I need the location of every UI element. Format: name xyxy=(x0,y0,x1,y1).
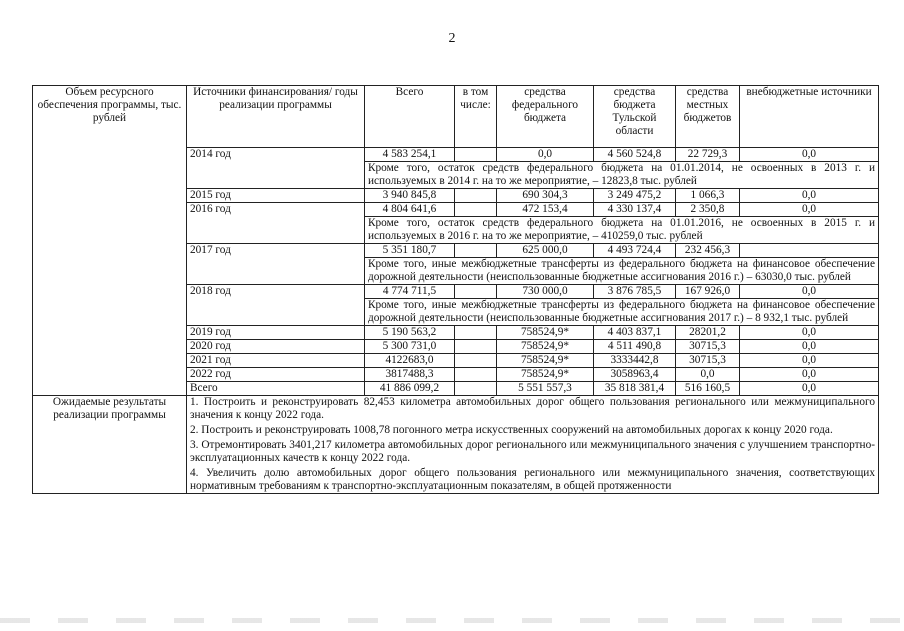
extra-value: 0,0 xyxy=(740,203,879,217)
incl-spacer xyxy=(455,189,497,203)
total-value: 41 886 099,2 xyxy=(365,382,455,396)
year-cell: 2014 год xyxy=(187,148,365,189)
federal-value: 758524,9* xyxy=(497,326,594,340)
local-value: 0,0 xyxy=(676,368,740,382)
regional-value: 4 511 490,8 xyxy=(594,340,676,354)
local-value: 30715,3 xyxy=(676,340,740,354)
federal-value: 690 304,3 xyxy=(497,189,594,203)
federal-value: 758524,9* xyxy=(497,354,594,368)
regional-value: 4 560 524,8 xyxy=(594,148,676,162)
extra-value: 0,0 xyxy=(740,285,879,299)
note-text: Кроме того, остаток средств федерального бюджета на 01.01.2016, не освоенных в 2015 г. и используемых в 2016 г. на то же мероприятие, – 410259,0 тыс. рублей xyxy=(365,217,879,244)
federal-value: 5 551 557,3 xyxy=(497,382,594,396)
incl-spacer xyxy=(455,148,497,162)
local-value: 2 350,8 xyxy=(676,203,740,217)
note-text: Кроме того, иные межбюджетные трансферты из федерального бюджета на финансовое обеспечение дорожной деятельности (неиспользованные бюджетные ассигнования 2016 г.) – 63030,0 тыс. рублей xyxy=(365,258,879,285)
regional-value: 35 818 381,4 xyxy=(594,382,676,396)
header-total: Всего xyxy=(365,86,455,148)
result-item: 3. Отремонтировать 3401,217 километра автомобильных дорог регионального или межмуниципального значения с улучшением транспортно-эксплуатационных качеств к концу 2022 года. xyxy=(190,439,875,464)
year-cell: 2021 год xyxy=(187,354,365,368)
extra-value: 0,0 xyxy=(740,189,879,203)
total-value: 4 774 711,5 xyxy=(365,285,455,299)
federal-value: 625 000,0 xyxy=(497,244,594,258)
total-value: 5 351 180,7 xyxy=(365,244,455,258)
local-value: 1 066,3 xyxy=(676,189,740,203)
total-value: 3 940 845,8 xyxy=(365,189,455,203)
year-cell: 2018 год xyxy=(187,285,365,326)
total-value: 5 190 563,2 xyxy=(365,326,455,340)
results-row xyxy=(33,396,879,494)
year-cell: 2016 год xyxy=(187,203,365,244)
result-item: 1. Построить и реконструировать 82,453 километра автомобильных дорог общего пользования регионального или межмуниципального значения к концу 2022 года. xyxy=(190,396,875,421)
year-cell: 2020 год xyxy=(187,340,365,354)
extra-value xyxy=(740,244,879,258)
incl-spacer xyxy=(455,203,497,217)
federal-value: 730 000,0 xyxy=(497,285,594,299)
local-value: 22 729,3 xyxy=(676,148,740,162)
extra-value: 0,0 xyxy=(740,368,879,382)
year-cell: 2017 год xyxy=(187,244,365,285)
regional-value: 4 403 837,1 xyxy=(594,326,676,340)
local-value: 28201,2 xyxy=(676,326,740,340)
total-value: 5 300 731,0 xyxy=(365,340,455,354)
header-incl: в том числе: xyxy=(455,86,497,148)
results-list xyxy=(187,396,879,494)
regional-value: 4 493 724,4 xyxy=(594,244,676,258)
scan-artifact xyxy=(0,618,904,623)
incl-spacer xyxy=(455,368,497,382)
total-value: 3817488,3 xyxy=(365,368,455,382)
header-source: Источники финансирования/ годы реализации программы xyxy=(187,86,365,148)
page-number: 2 xyxy=(448,31,456,46)
year-cell: 2019 год xyxy=(187,326,365,340)
year-cell: 2022 год xyxy=(187,368,365,382)
total-value: 4 583 254,1 xyxy=(365,148,455,162)
incl-spacer xyxy=(455,285,497,299)
federal-value: 0,0 xyxy=(497,148,594,162)
incl-spacer xyxy=(455,382,497,396)
total-value: 4 804 641,6 xyxy=(365,203,455,217)
local-value: 232 456,3 xyxy=(676,244,740,258)
extra-value: 0,0 xyxy=(740,326,879,340)
header-row xyxy=(33,86,879,148)
regional-value: 3 249 475,2 xyxy=(594,189,676,203)
header-regional: средства бюджета Тульской области xyxy=(594,86,676,148)
result-item: 4. Увеличить долю автомобильных дорог общего пользования регионального или межмуниципального значения, соответствующих нормативным требованиям к транспортно-эксплуатационным показателям, в общей протяженности xyxy=(190,467,875,492)
header-local: средства местных бюджетов xyxy=(676,86,740,148)
federal-value: 472 153,4 xyxy=(497,203,594,217)
regional-value: 3333442,8 xyxy=(594,354,676,368)
incl-spacer xyxy=(455,340,497,354)
local-value: 30715,3 xyxy=(676,354,740,368)
result-item: 2. Построить и реконструировать 1008,78 погонного метра искусственных сооружений на автомобильных дорогах к концу 2020 года. xyxy=(190,424,833,436)
header-extra: внебюджетные источники xyxy=(740,86,879,148)
federal-value: 758524,9* xyxy=(497,340,594,354)
extra-value: 0,0 xyxy=(740,340,879,354)
regional-value: 4 330 137,4 xyxy=(594,203,676,217)
local-value: 167 926,0 xyxy=(676,285,740,299)
year-cell: 2015 год xyxy=(187,189,365,203)
incl-spacer xyxy=(455,354,497,368)
resource-label: Объем ресурсного обеспечения программы, тыс. рублей xyxy=(33,86,187,396)
regional-value: 3058963,4 xyxy=(594,368,676,382)
header-federal: средства федерального бюджета xyxy=(497,86,594,148)
extra-value: 0,0 xyxy=(740,148,879,162)
local-value: 516 160,5 xyxy=(676,382,740,396)
note-text: Кроме того, иные межбюджетные трансферты из федерального бюджета на финансовое обеспечение дорожной деятельности (неиспользованные бюджетные ассигнования 2017 г.) – 8 932,1 тыс. рублей xyxy=(365,299,879,326)
extra-value: 0,0 xyxy=(740,382,879,396)
program-passport-table xyxy=(32,85,879,494)
year-cell: Всего xyxy=(187,382,365,396)
results-label: Ожидаемые результаты реализации программы xyxy=(33,396,187,494)
incl-spacer xyxy=(455,326,497,340)
total-value: 4122683,0 xyxy=(365,354,455,368)
extra-value: 0,0 xyxy=(740,354,879,368)
note-text: Кроме того, остаток средств федерального бюджета на 01.01.2014, не освоенных в 2013 г. и используемых в 2014 г. на то же мероприятие, – 12823,8 тыс. рублей xyxy=(365,162,879,189)
federal-value: 758524,9* xyxy=(497,368,594,382)
regional-value: 3 876 785,5 xyxy=(594,285,676,299)
incl-spacer xyxy=(455,244,497,258)
